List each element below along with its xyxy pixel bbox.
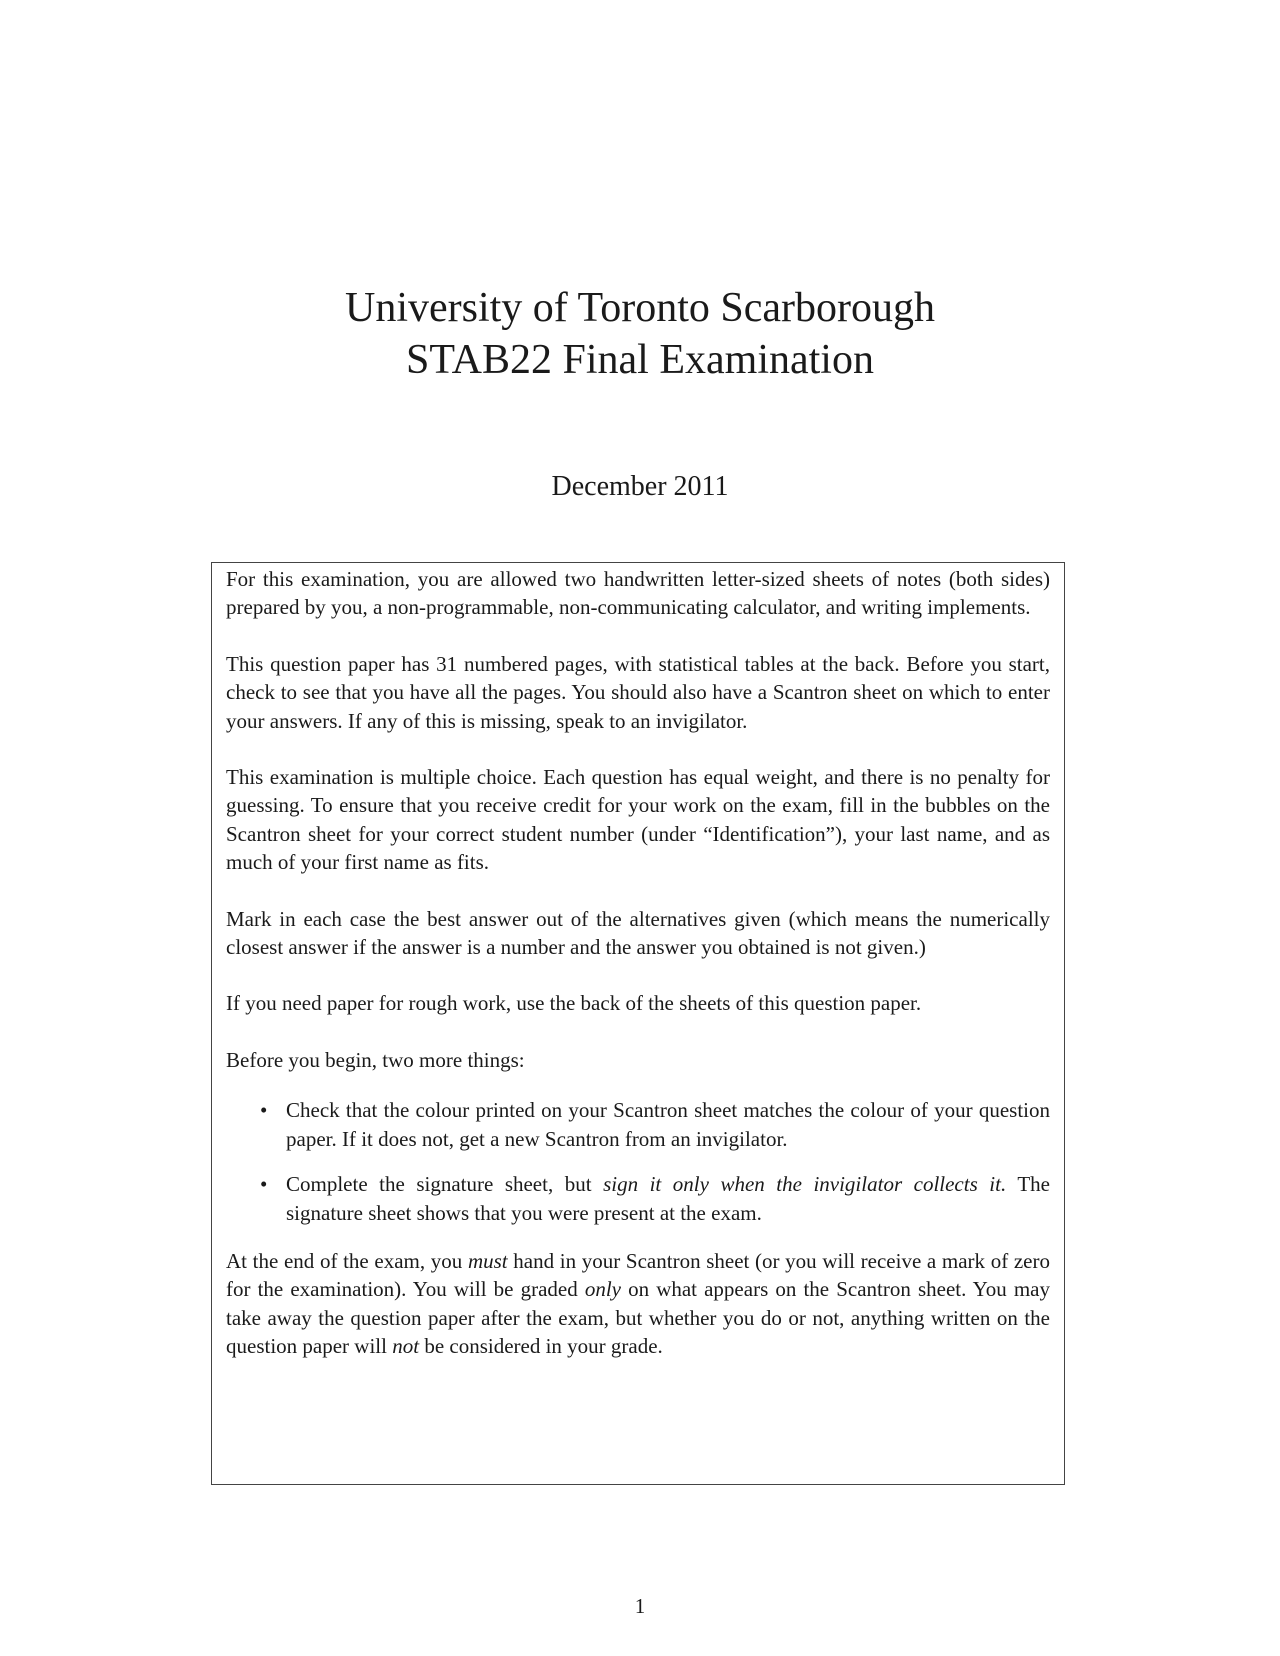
paragraph-text: be considered in your grade.	[419, 1334, 663, 1359]
exam-title-block	[0, 282, 1280, 386]
instructions-paragraph-multiple-choice: This examination is multiple choice. Each question has equal weight, and there is no penalty for guessing. To ensure that you receive credit for your work on the exam, fill in the bubbles on the Scantron sheet for your correct student number (under “Identification”), your last name, and as much of your first name as fits.	[226, 765, 1050, 875]
emphasis-text: not	[392, 1334, 420, 1359]
instructions-paragraph-allowed-materials: For this examination, you are allowed two handwritten letter-sized sheets of notes (both sides) prepared by you, a non-programmable, non-communicating calculator, and writing implements.	[226, 567, 1050, 620]
page-number: 1	[634, 1594, 646, 1618]
list-item-text: Complete the signature sheet, but	[286, 1172, 604, 1197]
paragraph-text: on what appears on the Scantron sheet. You may take away the question paper after the exam, but whether you do or not, anything written on the question paper will	[226, 1277, 1051, 1359]
emphasis-text: must	[467, 1248, 508, 1273]
instructions-paragraph-end-of-exam	[226, 1247, 1050, 1361]
exam-date: December 2011	[551, 471, 729, 502]
instructions-paragraph-best-answer: Mark in each case the best answer out of the alternatives given (which means the numerically closest answer if the answer is a number and the answer you obtained is not given.)	[226, 906, 1050, 960]
instructions-paragraph-before-begin: Before you begin, two more things:	[226, 1047, 525, 1072]
institution-name: University of Toronto Scarborough	[344, 285, 936, 331]
paragraph-text: hand in your Scantron sheet (or you will receive a mark of zero for the examination). You will be graded	[226, 1248, 1050, 1302]
list-item-signature-sheet	[260, 1170, 1050, 1227]
bullet-icon: •	[260, 1172, 268, 1197]
list-item-text: Check that the colour printed on your Scantron sheet matches the colour of your question paper. If it does not, get a new Scantron from an invigilator.	[286, 1098, 1050, 1151]
emphasis-text: sign it only when the invigilator collects it.	[603, 1172, 1007, 1197]
emphasis-text: only	[584, 1277, 621, 1302]
bullet-icon: •	[260, 1098, 268, 1123]
instructions-paragraph-rough-work: If you need paper for rough work, use the back of the sheets of this question paper.	[226, 991, 922, 1016]
list-item-scantron-colour	[260, 1096, 1050, 1153]
instructions-paragraph-pages: This question paper has 31 numbered pages, with statistical tables at the back. Before you start, check to see that you have all the pages. You should also have a Scantron sheet on which to enter your answers. If any of this is missing, speak to an invigilator.	[226, 651, 1050, 733]
instructions-box	[211, 562, 1065, 1485]
exam-title: STAB22 Final Examination	[406, 337, 874, 383]
paragraph-text: At the end of the exam, you	[226, 1248, 468, 1273]
list-item-text: The signature sheet shows that you were present at the exam.	[286, 1172, 1050, 1225]
instructions-list	[226, 1096, 1050, 1227]
